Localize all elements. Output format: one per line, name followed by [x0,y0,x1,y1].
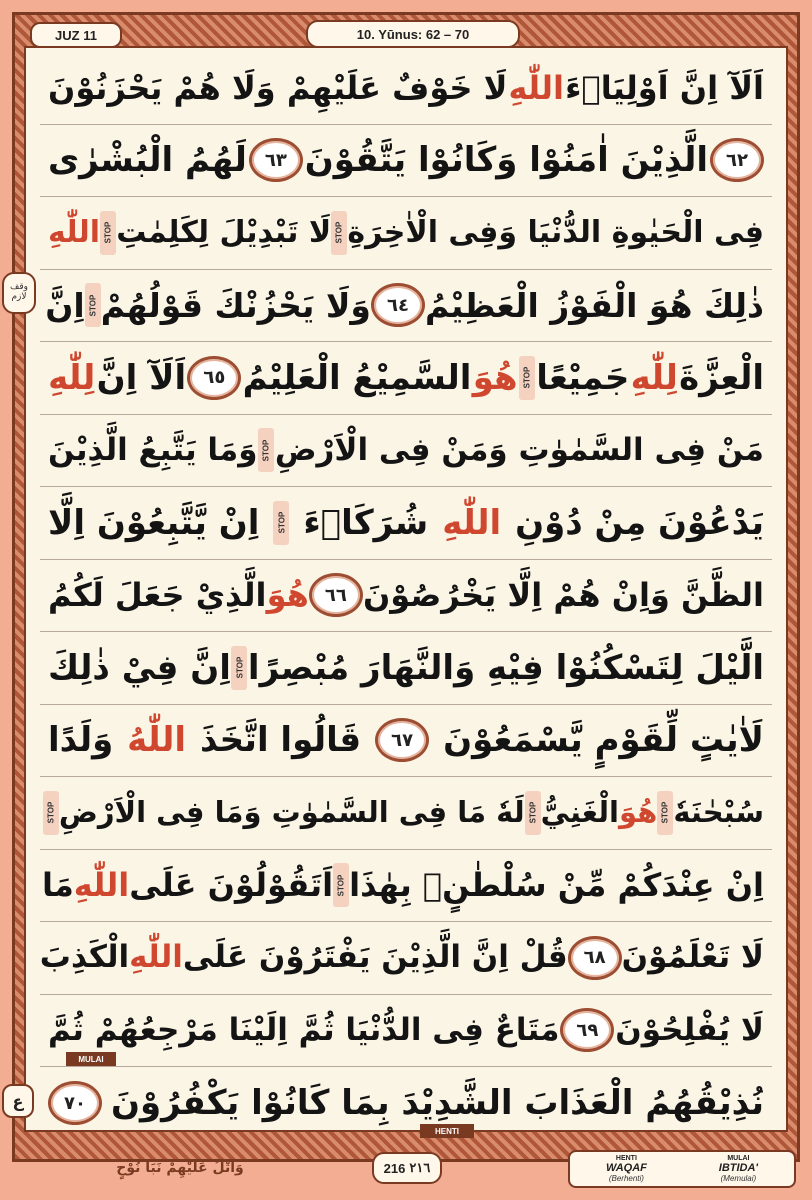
verse-text: جَمِيْعًا [536,357,630,398]
ruku-ain-marker: ع [2,1084,34,1118]
ayah-number-marker: ٦٢ [710,138,764,182]
wakf-top-text: وقف [10,282,28,293]
verse-text: لَهٗ مَا فِى السَّمٰوٰتِ وَمَا فِى الْاَرْضِ [58,795,525,830]
verse-line [40,415,772,488]
verse-text: لَا خَوْفٌ عَلَيْهِمْ وَلَا هُمْ يَحْزَنُوْنَ [48,68,508,107]
stop-sign [231,646,247,690]
verse-text: سُبْحٰنَهٗ [673,795,764,830]
stop-sign [525,791,541,835]
verse-text: وَلَدًا [48,720,114,761]
stop-sign-text: STOP [334,221,344,244]
juz-label: JUZ 11 [30,22,122,48]
verse-text: الْغَنِيُّ [540,795,620,830]
stop-sign-text: STOP [528,801,538,824]
verse-line [40,850,772,923]
surah-reference: 10. Yūnus: 62 – 70 [306,20,520,48]
stop-sign [100,211,116,255]
legend-ibtida-name: IBTIDA' [718,1162,759,1174]
verse-line [40,197,772,270]
wakf-lazim-marker [2,272,36,314]
divine-name-word: لِلّٰهِ [48,357,96,398]
verse-text: مَنْ فِى السَّمٰوٰتِ وَمَنْ فِى الْاَرْضِ [274,431,764,468]
verse-text: لَاٰيٰتٍ لِّقَوْمٍ يَّسْمَعُوْنَ [443,720,764,761]
stop-sign-text: STOP [88,294,98,317]
verse-text: لَا يُفْلِحُوْنَ [615,1011,764,1048]
ayah-number-marker: ٦٦ [309,573,363,617]
verse-text: قُلْ اِنَّ الَّذِيْنَ يَفْتَرُوْنَ عَلَى [182,939,568,976]
wakf-bottom-text: لازم [11,292,27,302]
legend-ibtida-tag: MULAI [727,1155,750,1162]
divine-name-word: هُوَ [619,795,658,830]
ayah-number-marker: ٧٠ [48,1081,102,1125]
legend-waqaf-tag: HENTI [615,1155,637,1162]
stop-sign [273,501,289,545]
divine-name-word: اللّٰهِ [442,502,502,543]
henti-tag: HENTI [420,1124,474,1138]
verse-line [40,487,772,560]
divine-name-word: اللّٰهِ [48,214,100,250]
page-number-latin: 216 [383,1160,406,1176]
ayah-number-marker: ٦٥ [187,356,241,400]
divine-name-word: اللّٰهِ [129,939,183,976]
verse-text: الْعِزَّةَ [679,357,764,398]
page-number-arabic: ٢١٦ [409,1160,431,1175]
verse-line [40,1067,772,1140]
stop-sign-text: STOP [276,511,286,534]
divine-name-word: هُوَ [266,576,309,615]
page-number [372,1152,442,1184]
verse-text: اِنَّ [45,285,85,325]
next-page-words: وَاتْلُ عَلَيْهِمْ نَبَاَ نُوْحٍ [116,1160,244,1176]
stop-sign-text: STOP [46,801,56,824]
verse-text: نُذِيْقُهُمُ الْعَذَابَ الشَّدِيْدَ بِمَا كَانُوْا يَكْفُرُوْنَ [111,1083,764,1124]
verse-text: لَا تَعْلَمُوْنَ [621,939,764,976]
verse-line [40,705,772,778]
verse-text: اَتَقُوْلُوْنَ عَلَى [129,866,334,905]
verse-text: لَهُمُ الْبُشْرٰى [48,140,247,181]
stop-sign-text: STOP [336,874,346,897]
divine-name-word: اللّٰهِ [508,68,564,107]
verse-text: اَلَآ اِنَّ [96,357,187,398]
legend-ibtida-sub: (Memulai) [720,1174,757,1183]
verse-line [40,995,772,1068]
mulai-tag: MULAI [66,1052,116,1066]
stop-sign [519,356,535,400]
stop-sign-text: STOP [660,801,670,824]
stop-sign [333,863,349,907]
page-footer [0,1148,812,1200]
verse-text: اَلَآ اِنَّ اَوْلِيَاۤءَ [565,68,764,107]
stop-sign-text: STOP [522,366,532,389]
divine-name-word: اللّٰهُ [127,720,187,761]
stop-sign [331,211,347,255]
stop-sign-text: STOP [234,656,244,679]
waqaf-ibtida-legend [568,1150,796,1188]
verse-text: فِى الْحَيٰوةِ الدُّنْيَا وَفِى الْاٰخِرَةِ [347,214,764,250]
ayah-number-marker: ٦٨ [568,936,622,980]
verse-text: مَتَاعٌ فِى الدُّنْيَا ثُمَّ اِلَيْنَا مَرْجِعُهُمْ ثُمَّ [48,1011,560,1048]
stop-sign [85,283,101,327]
verse-text: اِنَّ فِيْ ذٰلِكَ [48,647,231,688]
verse-text: اِنْ عِنْدَكُمْ مِّنْ سُلْطٰنٍۢ بِهٰذَا [349,866,764,905]
verse-text: الَّذِيْ جَعَلَ لَكُمُ [48,576,267,615]
ayah-number-marker: ٦٧ [375,718,429,762]
verse-text: مَا [41,866,74,905]
verse-text: اِنْ يَّتَّبِعُوْنَ اِلَّا [48,502,260,543]
legend-waqaf [606,1155,647,1183]
ayah-number-marker: ٦٤ [371,283,425,327]
verse-line [40,922,772,995]
verse-text: الَّذِيْنَ اٰمَنُوْا وَكَانُوْا يَتَّقُوْنَ [304,140,709,181]
verse-text: الَّيْلَ لِتَسْكُنُوْا فِيْهِ وَالنَّهَارَ مُبْصِرًا [247,647,764,688]
ayah-number-marker: ٦٩ [560,1008,614,1052]
verse-text: الْكَذِبَ [39,939,130,976]
verse-text: وَلَا يَحْزُنْكَ قَوْلُهُمْ [100,285,371,325]
legend-waqaf-sub: (Berhenti) [608,1174,644,1183]
divine-name-word: هُوَ [472,357,518,398]
verse-text: وَمَا يَتَّبِعُ الَّذِيْنَ [48,431,258,468]
verse-text: شُرَكَاۤءَ [303,502,429,543]
verse-text: يَدْعُوْنَ مِنْ دُوْنِ [515,502,764,543]
verse-line [40,52,772,125]
divine-name-word: لِلّٰهِ [630,357,678,398]
ayah-number-marker: ٦٣ [249,138,303,182]
verse-line [40,777,772,850]
verse-text: ذٰلِكَ هُوَ الْفَوْزُ الْعَظِيْمُ [424,285,764,325]
verse-line [40,270,772,343]
verse-line [40,632,772,705]
verse-line [40,342,772,415]
verse-text: الظَّنَّ وَاِنْ هُمْ اِلَّا يَخْرُصُوْنَ [362,576,764,615]
verse-lines [40,52,772,1140]
legend-ibtida [719,1155,758,1183]
divine-name-word: اللّٰهِ [73,866,130,905]
verse-text: لَا تَبْدِيْلَ لِكَلِمٰتِ [116,214,332,250]
stop-sign [657,791,673,835]
verse-text: قَالُوا اتَّخَذَ [200,720,362,761]
verse-text: السَّمِيْعُ الْعَلِيْمُ [242,357,472,398]
stop-sign [43,791,59,835]
stop-sign [258,428,274,472]
legend-waqaf-name: WAQAF [605,1162,647,1174]
stop-sign-text: STOP [103,221,113,244]
verse-line [40,560,772,633]
verse-line [40,125,772,198]
stop-sign-text: STOP [261,439,271,462]
